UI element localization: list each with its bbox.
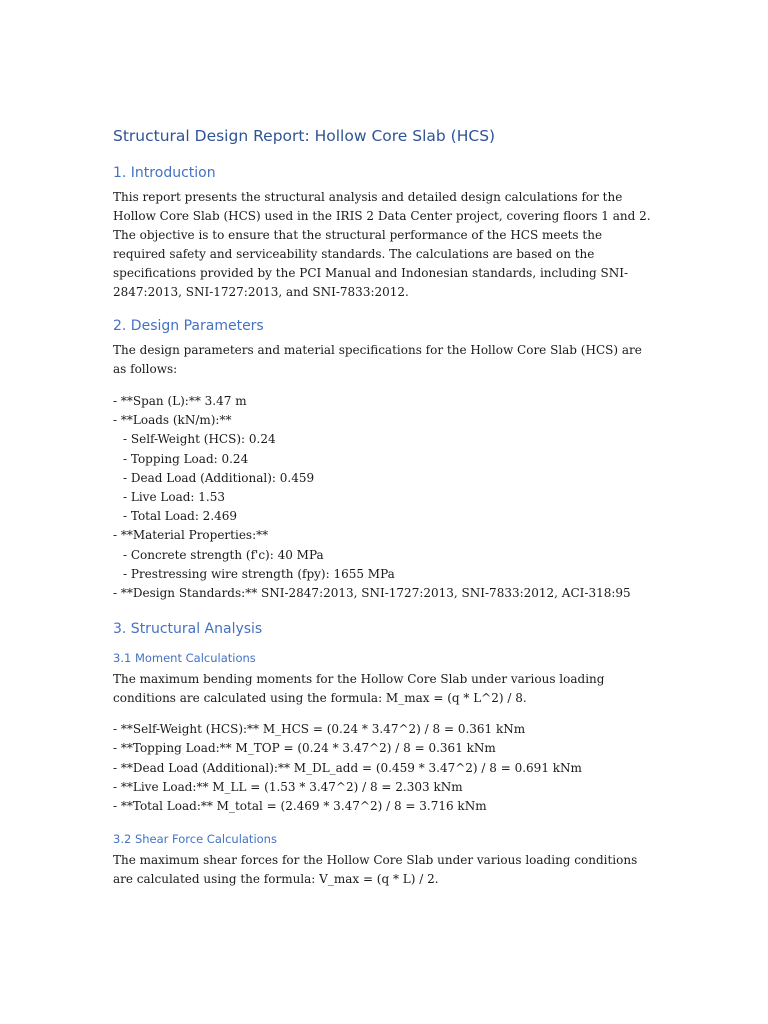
list-item: - Total Load: 2.469 (123, 509, 238, 524)
subsection-heading-shear-force-calculations: 3.2 Shear Force Calculations (113, 832, 277, 847)
list-item: - **Live Load:** M_LL = (1.53 * 3.47^2) / 8 = 2.303 kNm (113, 779, 463, 794)
subsection-heading-moment-calculations: 3.1 Moment Calculations (113, 651, 256, 666)
list-item: - Live Load: 1.53 (123, 490, 225, 505)
section-heading-structural-analysis: 3. Structural Analysis (113, 621, 263, 638)
document-page (113, 124, 658, 889)
list-item: - **Material Properties:** (113, 528, 269, 543)
shear-force-calculations-paragraph: The maximum shear forces for the Hollow Core Slab under various loading conditions are calculated using the formula: V_max = (q * L) / 2. (113, 853, 638, 887)
moment-calculations-list (113, 720, 658, 816)
list-item: - Topping Load: 0.24 (123, 451, 249, 466)
design-parameters-paragraph: The design parameters and material specifications for the Hollow Core Slab (HCS) are as follows: (113, 343, 642, 376)
report-title: Structural Design Report: Hollow Core Slab (HCS) (113, 127, 496, 145)
list-item: - **Topping Load:** M_TOP = (0.24 * 3.47^2) / 8 = 0.361 kNm (113, 741, 496, 756)
design-parameters-list (113, 392, 658, 603)
section-heading-design-parameters: 2. Design Parameters (113, 318, 264, 334)
list-item: - Concrete strength (f'c): 40 MPa (123, 547, 324, 562)
list-item: - **Self-Weight (HCS):** M_HCS = (0.24 * 3.47^2) / 8 = 0.361 kNm (113, 722, 526, 737)
list-item: - **Loads (kN/m):** (113, 413, 232, 428)
list-item: - Self-Weight (HCS): 0.24 (123, 432, 276, 447)
list-item: - **Dead Load (Additional):** M_DL_add = (0.459 * 3.47^2) / 8 = 0.691 kNm (113, 760, 582, 775)
list-item: - Prestressing wire strength (fpy): 1655 MPa (123, 566, 395, 581)
list-item: - **Span (L):** 3.47 m (113, 394, 247, 408)
moment-calculations-paragraph: The maximum bending moments for the Hollow Core Slab under various loading conditions are calculated using the formula: M_max = (q * L^2) / 8. (113, 672, 605, 706)
list-item: - **Design Standards:** SNI-2847:2013, SNI-1727:2013, SNI-7833:2012, ACI-318:95 (113, 586, 631, 601)
introduction-paragraph: This report presents the structural analysis and detailed design calculations for the Hollow Core Slab (HCS) used in the IRIS 2 Data Center project, covering floors 1 and 2. The objective is to ensure that the structural performance of the HCS meets the required safety and serviceability standards. The calculations are based on the specifications provided by the PCI Manual and Indonesian standards, including SNI-2847:2013, SNI-1727:2013, and SNI-7833:2012. (113, 190, 651, 299)
section-heading-introduction: 1. Introduction (113, 165, 216, 181)
list-item: - Dead Load (Additional): 0.459 (123, 470, 315, 485)
list-item: - **Total Load:** M_total = (2.469 * 3.47^2) / 8 = 3.716 kNm (113, 799, 487, 814)
